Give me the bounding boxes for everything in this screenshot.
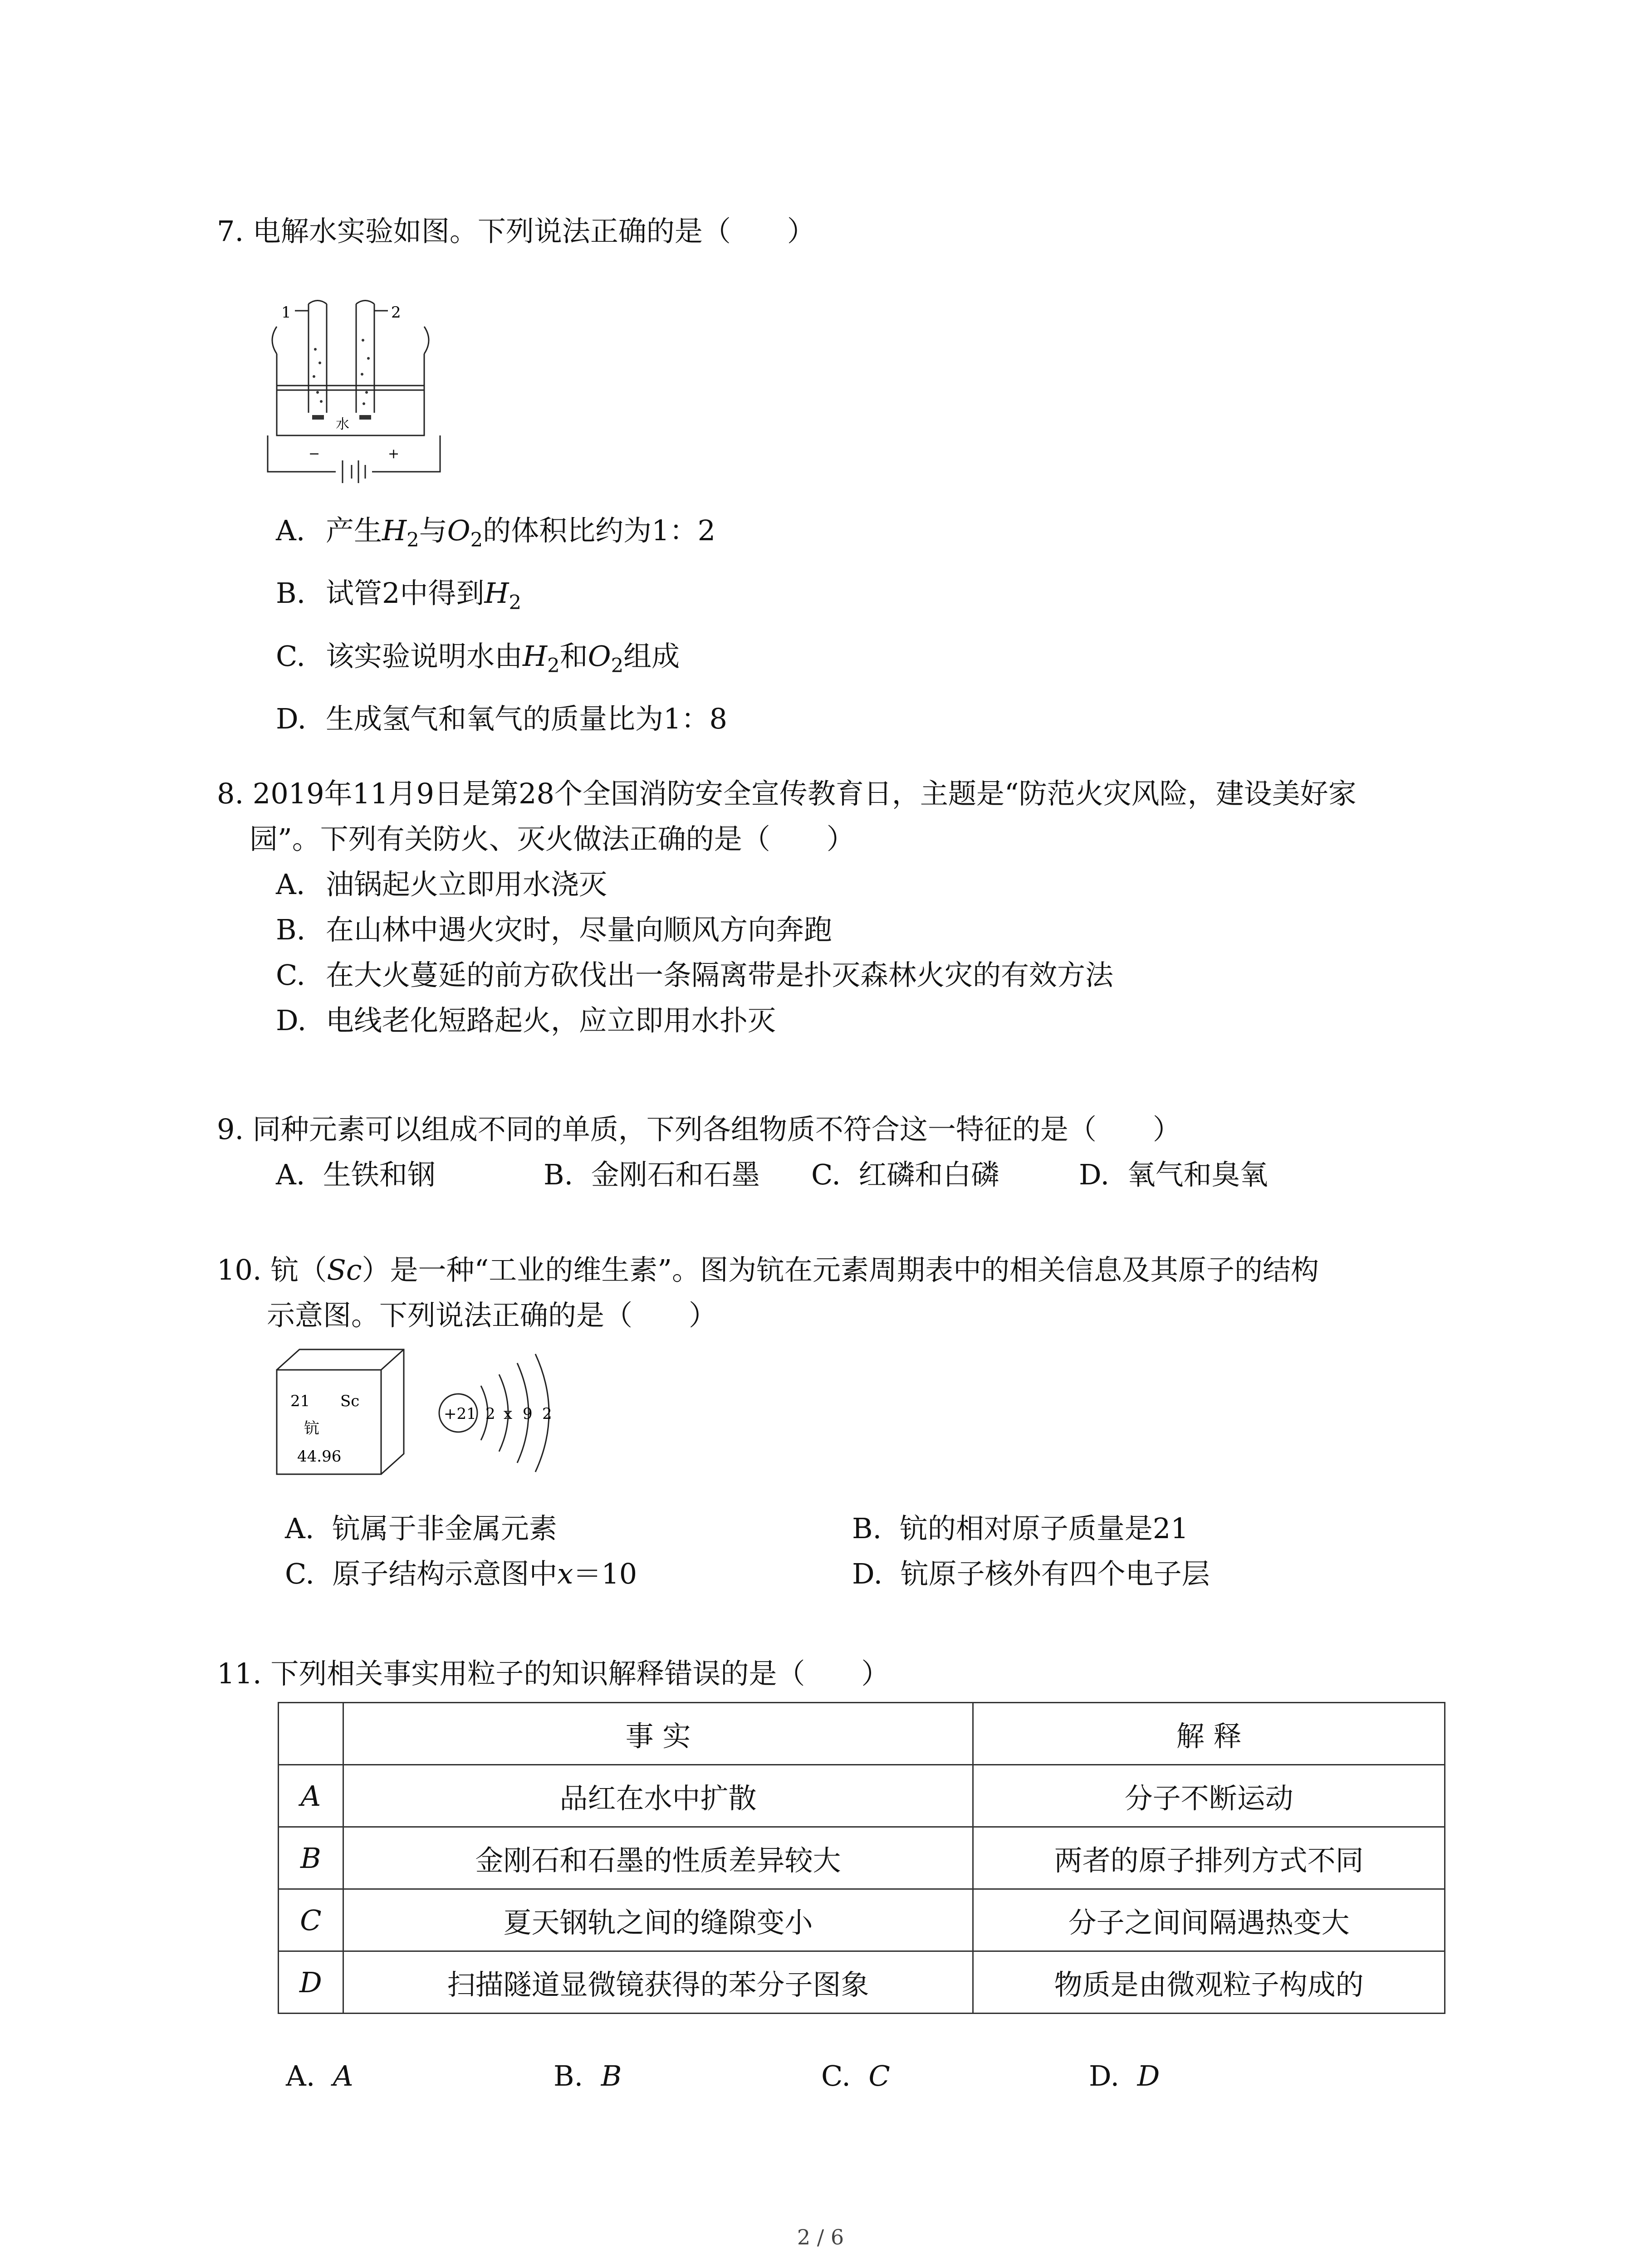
option-b: B. 钪的相对原子质量是21 (852, 1512, 1189, 1545)
electrolysis-apparatus-figure (263, 299, 445, 490)
option-c: C. 在大火蔓延的前方砍伐出一条隔离带是扑灭森林火灾的有效方法 (276, 958, 1114, 992)
option-b: B. 在山林中遇火灾时，尽量向顺风方向奔跑 (276, 913, 833, 946)
table-row: A 品红在水中扩散 分子不断运动 (279, 1765, 1445, 1827)
question-10 (217, 1247, 1442, 1338)
scandium-figure (272, 1343, 590, 1501)
page-number: 2 / 6 (797, 2225, 844, 2249)
option-c: C. 原子结构示意图中x＝10 (285, 1557, 637, 1590)
facts-table (278, 1702, 1445, 2014)
plus-label: + (388, 446, 400, 462)
question-9-stem: 9. 同种元素可以组成不同的单质，下列各组物质不符合这一特征的是（ ） (217, 1113, 1181, 1146)
shell-3-electrons: 9 (523, 1405, 533, 1423)
question-7-stem: 7. 电解水实验如图。下列说法正确的是（ ） (217, 215, 815, 248)
header-fact: 事 实 (343, 1703, 973, 1765)
question-7-options (217, 508, 1442, 742)
table-row: D 扫描隧道显微镜获得的苯分子图象 物质是由微观粒子构成的 (279, 1951, 1445, 2014)
question-9 (217, 1107, 1442, 1198)
element-symbol: Sc (340, 1392, 360, 1410)
header-explain: 解 释 (973, 1703, 1445, 1765)
question-9-options (276, 1152, 1442, 1198)
table-header-row (279, 1703, 1445, 1765)
option-b: B. 试管2中得到$H_2$ (276, 577, 522, 614)
question-8 (217, 771, 1442, 1043)
question-10-options (217, 1506, 1442, 1597)
nucleus-charge: +21 (444, 1405, 476, 1423)
option-a: A. A (286, 2059, 353, 2092)
option-c: C. C (821, 2059, 890, 2092)
shell-1-electrons: 2 (485, 1405, 495, 1423)
option-d: D. D (1089, 2059, 1160, 2092)
option-d: D. 电线老化短路起火，应立即用水扑灭 (276, 1004, 776, 1037)
question-10-stem: 10. 钪（Sc）是一种“工业的维生素”。图为钪在元素周期表中的相关信息及其原子的结构 (217, 1253, 1319, 1286)
option-b: B. B (554, 2059, 622, 2092)
option-d: D. 氧气和臭氧 (1079, 1158, 1268, 1191)
table-row: B 金刚石和石墨的性质差异较大 两者的原子排列方式不同 (279, 1827, 1445, 1889)
element-name: 钪 (304, 1419, 319, 1437)
option-d: D. 钪原子核外有四个电子层 (852, 1557, 1210, 1590)
option-d: D. 生成氢气和氧气的质量比为1：8 (276, 702, 727, 736)
option-a: A. 产生$H_2$与$O_2$的体积比约为1：2 (276, 514, 716, 552)
shell-2-electrons: x (504, 1405, 513, 1423)
question-8-stem: 8. 2019年11月9日是第28个全国消防安全宣传教育日，主题是“防范火灾风险，建设美好家 (217, 777, 1357, 810)
atomic-mass: 44.96 (297, 1447, 342, 1466)
question-8-stem-line-2: 园”。下列有关防火、灭火做法正确的是（ ） (250, 822, 855, 855)
option-a: A. 油锅起火立即用水浇灭 (276, 868, 607, 901)
shell-4-electrons: 2 (542, 1405, 552, 1423)
option-c: C. 红磷和白磷 (811, 1158, 999, 1191)
question-11-options (286, 2059, 1357, 2092)
minus-label: − (309, 446, 320, 462)
question-11 (217, 1651, 1442, 1696)
option-c: C. 该实验说明水由$H_2$和$O_2$组成 (276, 639, 680, 677)
table-row: C 夏天钢轨之间的缝隙变小 分子之间间隔遇热变大 (279, 1889, 1445, 1951)
option-a: A. 钪属于非金属元素 (285, 1512, 557, 1545)
question-7 (217, 209, 1442, 254)
tube-2-label: 2 (391, 303, 401, 322)
header-key (279, 1703, 343, 1765)
water-label: 水 (336, 416, 349, 432)
question-10-stem-line-2: 示意图。下列说法正确的是（ ） (267, 1299, 717, 1332)
question-11-stem: 11. 下列相关事实用粒子的知识解释错误的是（ ） (217, 1657, 890, 1690)
tube-1-label: 1 (281, 303, 291, 322)
option-b: B. 金刚石和石墨 (544, 1158, 760, 1191)
option-a: A. 生铁和钢 (276, 1158, 436, 1191)
atomic-number: 21 (290, 1392, 310, 1410)
